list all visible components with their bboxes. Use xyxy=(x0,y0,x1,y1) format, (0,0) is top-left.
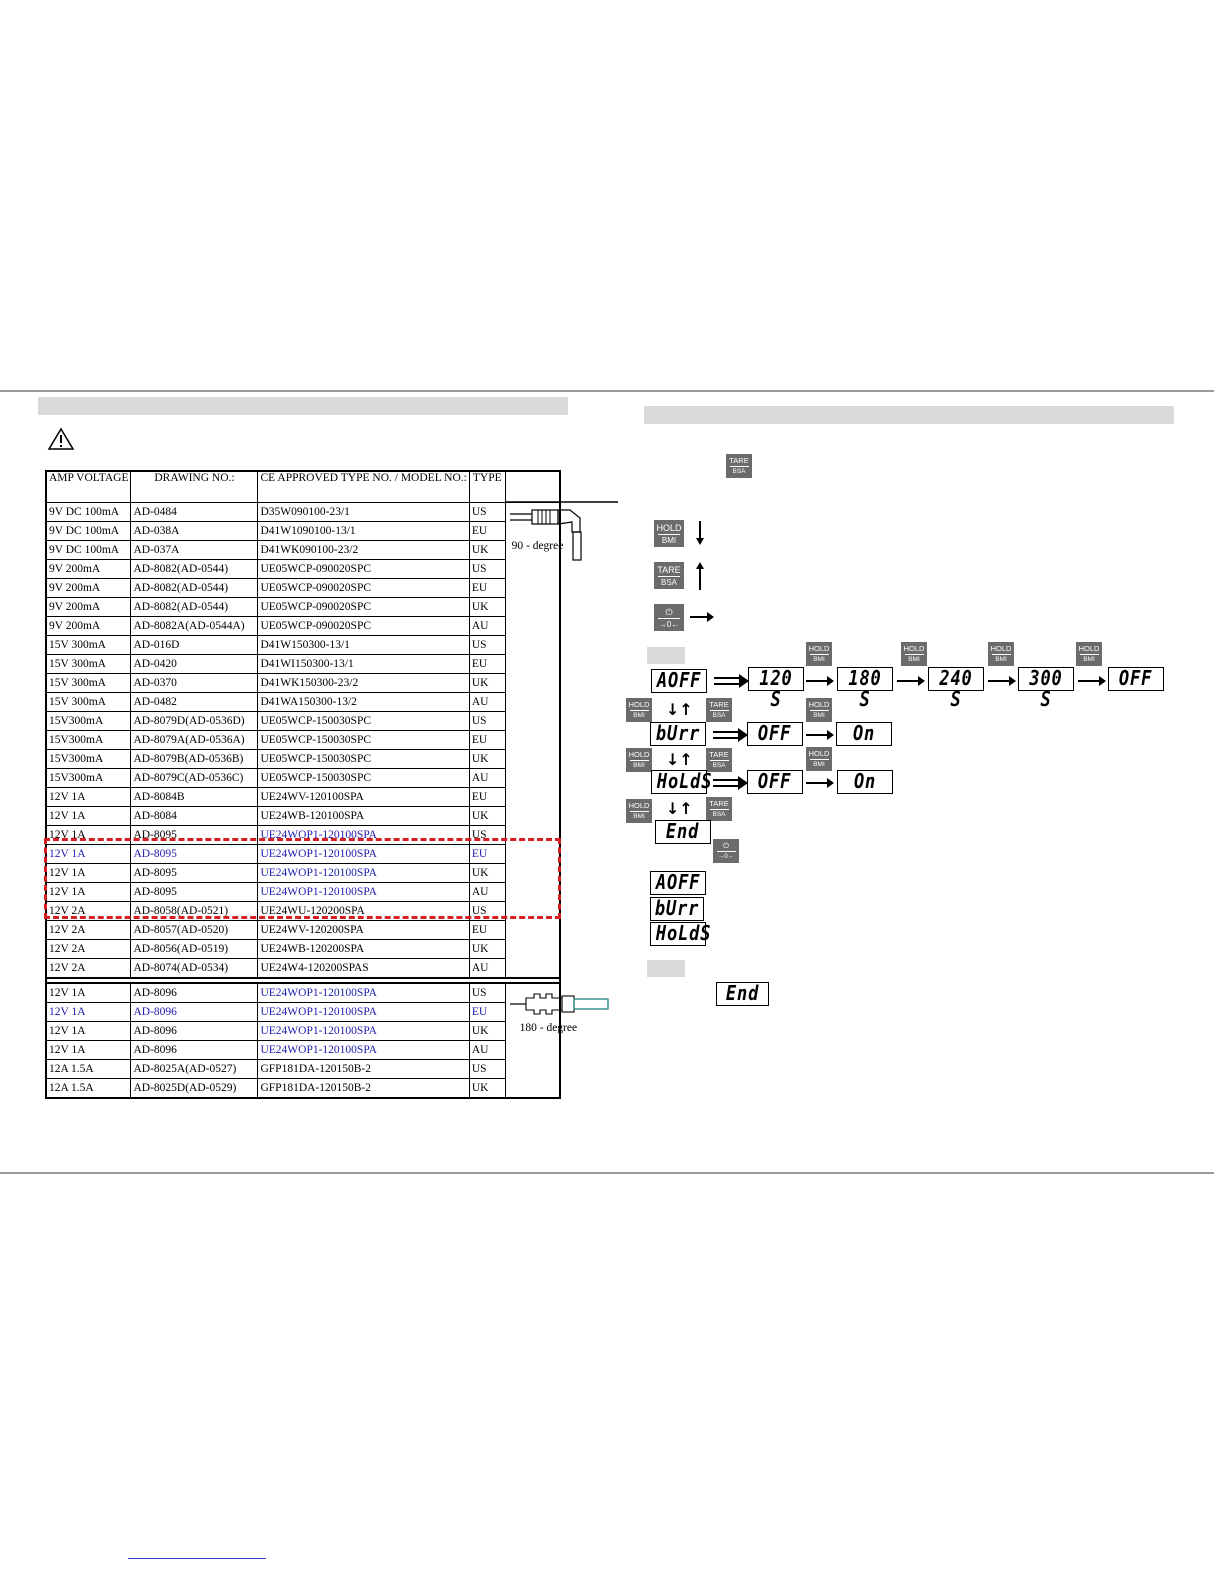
cell-amp: 15V300mA xyxy=(46,750,131,769)
cell-type: UK xyxy=(469,807,505,826)
cell-model: UE24WB-120100SPA xyxy=(258,807,469,826)
cell-model: UE05WCP-090020SPC xyxy=(258,598,469,617)
cell-amp: 12V 1A xyxy=(46,883,131,902)
cell-drawing: AD-037A xyxy=(131,541,258,560)
lcd-end: End xyxy=(655,820,711,844)
cell-amp: 15V 300mA xyxy=(46,693,131,712)
table-row xyxy=(46,983,560,1003)
cell-type: US xyxy=(469,1060,505,1079)
header-ce-type: CE APPROVED TYPE NO. / MODEL NO.: xyxy=(258,471,469,503)
table-row xyxy=(46,560,560,579)
cell-model: GFP181DA-120150B-2 xyxy=(258,1060,469,1079)
cell-type: UK xyxy=(469,750,505,769)
plug-180-degree-icon xyxy=(506,984,618,1024)
table-row xyxy=(46,1060,560,1079)
cell-model: UE24WOP1-120100SPA xyxy=(258,864,469,883)
cell-type: EU xyxy=(469,579,505,598)
right-arrow-icon xyxy=(1078,680,1100,682)
cell-type: EU xyxy=(469,921,505,940)
lcd-burr-on: On xyxy=(836,722,892,746)
cell-drawing: AD-8096 xyxy=(131,1022,258,1041)
cell-amp: 9V 200mA xyxy=(46,560,131,579)
cell-type: EU xyxy=(469,522,505,541)
lcd-300s: 300 S xyxy=(1018,667,1074,691)
hold-key-icon: HOLD BMI xyxy=(901,642,927,666)
table-row xyxy=(46,1022,560,1041)
cell-amp: 9V 200mA xyxy=(46,617,131,636)
table-row xyxy=(46,617,560,636)
lcd-holds-on: On xyxy=(837,770,893,794)
plug-90-label: 90 - degree xyxy=(511,540,564,552)
cell-model: UE24WOP1-120100SPA xyxy=(258,1022,469,1041)
legend-lcd-aoff: AOFF xyxy=(650,871,706,895)
table-row xyxy=(46,503,560,522)
table-row xyxy=(46,522,560,541)
cell-drawing: AD-0484 xyxy=(131,503,258,522)
cell-model: D35W090100-23/1 xyxy=(258,503,469,522)
power-key-icon: ⏻ →0← xyxy=(654,604,684,631)
cell-type: US xyxy=(469,560,505,579)
cell-amp: 9V 200mA xyxy=(46,598,131,617)
table-row xyxy=(46,959,560,979)
table-row xyxy=(46,883,560,902)
plug-180-cell xyxy=(505,983,578,1098)
cell-model: UE05WCP-090020SPC xyxy=(258,617,469,636)
cell-model: UE05WCP-150030SPC xyxy=(258,712,469,731)
lcd-120s: 120 S xyxy=(748,667,804,691)
cell-type: AU xyxy=(469,883,505,902)
cell-drawing: AD-8025A(AD-0527) xyxy=(131,1060,258,1079)
cell-amp: 9V 200mA xyxy=(46,579,131,598)
gray-tag xyxy=(647,960,685,977)
header-drawing-no: DRAWING NO.: xyxy=(131,471,258,503)
cell-drawing: AD-8082A(AD-0544A) xyxy=(131,617,258,636)
plug-90-cell xyxy=(505,471,564,552)
cell-model: UE24WOP1-120100SPA xyxy=(258,1003,469,1022)
table-row xyxy=(46,864,560,883)
top-divider xyxy=(0,390,1214,392)
plug-180-label: 180 - degree xyxy=(519,1022,578,1034)
hold-key-icon: HOLD BMI xyxy=(626,748,652,772)
cell-amp: 15V 300mA xyxy=(46,636,131,655)
down-up-arrows-icon: ↓↑ xyxy=(666,799,693,818)
cell-type: EU xyxy=(469,731,505,750)
cell-amp: 12V 1A xyxy=(46,983,131,1003)
cell-model: UE24WU-120200SPA xyxy=(258,902,469,921)
table-row xyxy=(46,674,560,693)
cell-type: UK xyxy=(469,1079,505,1099)
legend-lcd-burr: bUrr xyxy=(650,897,704,921)
right-arrow-icon xyxy=(690,616,708,618)
cell-model: D41WK090100-23/2 xyxy=(258,541,469,560)
cell-drawing: AD-8095 xyxy=(131,864,258,883)
cell-model: UE24WV-120200SPA xyxy=(258,921,469,940)
header-amp-voltage: AMP VOLTAGE xyxy=(46,471,131,503)
cell-model: UE24WOP1-120100SPA xyxy=(258,1041,469,1060)
cell-type: UK xyxy=(469,864,505,883)
header-type: TYPE xyxy=(469,471,505,503)
cell-type: EU xyxy=(469,655,505,674)
cell-model: UE24W4-120200SPAS xyxy=(258,959,469,979)
double-arrow-icon xyxy=(714,677,744,685)
cell-drawing: AD-8084B xyxy=(131,788,258,807)
table-row xyxy=(46,731,560,750)
cell-type: UK xyxy=(469,1022,505,1041)
table-row xyxy=(46,921,560,940)
hold-key-icon: HOLD BMI xyxy=(988,642,1014,666)
adapter-table xyxy=(45,470,578,1099)
hold-key-icon: HOLD BMI xyxy=(806,698,832,722)
cell-drawing: AD-8096 xyxy=(131,1041,258,1060)
cell-drawing: AD-8056(AD-0519) xyxy=(131,940,258,959)
cell-model: UE05WCP-090020SPC xyxy=(258,560,469,579)
cell-amp: 12V 1A xyxy=(46,788,131,807)
right-arrow-icon xyxy=(988,680,1010,682)
cell-amp: 12V 2A xyxy=(46,959,131,979)
hold-key-icon: HOLD BMI xyxy=(626,799,652,823)
double-arrow-icon xyxy=(713,731,743,739)
table-row xyxy=(46,693,560,712)
table-row xyxy=(46,902,560,921)
cell-drawing: AD-0370 xyxy=(131,674,258,693)
cell-model: D41WI150300-13/1 xyxy=(258,655,469,674)
tare-key-icon-2: TARE BSA xyxy=(654,562,684,589)
bottom-divider xyxy=(0,1172,1214,1174)
cell-model: UE24WOP1-120100SPA xyxy=(258,983,469,1003)
table-row xyxy=(46,826,560,845)
cell-model: GFP181DA-120150B-2 xyxy=(258,1079,469,1099)
cell-drawing: AD-8079D(AD-0536D) xyxy=(131,712,258,731)
cell-type: EU xyxy=(469,788,505,807)
right-arrow-icon xyxy=(806,782,828,784)
note-lcd-end: End xyxy=(716,982,769,1006)
cell-model: D41WA150300-13/2 xyxy=(258,693,469,712)
cell-drawing: AD-8079B(AD-0536B) xyxy=(131,750,258,769)
right-section-header xyxy=(644,406,1174,424)
right-arrow-icon xyxy=(897,680,919,682)
table-row xyxy=(46,636,560,655)
down-arrow-icon xyxy=(699,521,701,539)
warning-icon xyxy=(48,428,74,450)
hold-key-icon: HOLD BMI xyxy=(806,642,832,666)
lcd-holds-off: OFF xyxy=(747,770,803,794)
gray-tag xyxy=(647,647,685,664)
cell-drawing: AD-8074(AD-0534) xyxy=(131,959,258,979)
cell-type: US xyxy=(469,712,505,731)
tare-key-icon: TARE BSA xyxy=(706,797,732,821)
cell-model: UE05WCP-090020SPC xyxy=(258,579,469,598)
lcd-aoff: AOFF xyxy=(651,669,707,693)
cell-drawing: AD-8058(AD-0521) xyxy=(131,902,258,921)
cell-amp: 12A 1.5A xyxy=(46,1060,131,1079)
cell-amp: 15V 300mA xyxy=(46,655,131,674)
cell-amp: 9V DC 100mA xyxy=(46,503,131,522)
cell-drawing: AD-8096 xyxy=(131,1003,258,1022)
cell-type: AU xyxy=(469,617,505,636)
tare-key-icon: TARE BSA xyxy=(706,748,732,772)
cell-drawing: AD-8079C(AD-0536C) xyxy=(131,769,258,788)
cell-model: UE05WCP-150030SPC xyxy=(258,750,469,769)
cell-drawing: AD-0482 xyxy=(131,693,258,712)
cell-type: UK xyxy=(469,940,505,959)
cell-drawing: AD-8096 xyxy=(131,983,258,1003)
lcd-burr: bUrr xyxy=(650,722,706,746)
cell-amp: 15V300mA xyxy=(46,712,131,731)
cell-drawing: AD-8095 xyxy=(131,845,258,864)
table-row xyxy=(46,845,560,864)
cell-amp: 12V 1A xyxy=(46,807,131,826)
cell-type: EU xyxy=(469,845,505,864)
lcd-240s: 240 S xyxy=(928,667,984,691)
cell-amp: 12V 1A xyxy=(46,845,131,864)
table-row xyxy=(46,655,560,674)
cell-amp: 12V 2A xyxy=(46,902,131,921)
cell-model: D41W150300-13/1 xyxy=(258,636,469,655)
cell-amp: 9V DC 100mA xyxy=(46,541,131,560)
cell-drawing: AD-8025D(AD-0529) xyxy=(131,1079,258,1099)
table-row xyxy=(46,750,560,769)
lcd-burr-off: OFF xyxy=(747,722,803,746)
table-row xyxy=(46,1041,560,1060)
cell-drawing: AD-8082(AD-0544) xyxy=(131,560,258,579)
cell-model: UE24WV-120100SPA xyxy=(258,788,469,807)
cell-drawing: AD-8057(AD-0520) xyxy=(131,921,258,940)
cell-model: UE24WOP1-120100SPA xyxy=(258,826,469,845)
cell-model: D41WK150300-23/2 xyxy=(258,674,469,693)
table-row xyxy=(46,1003,560,1022)
double-arrow-icon xyxy=(713,779,743,787)
cell-model: UE24WOP1-120100SPA xyxy=(258,845,469,864)
cell-amp: 12V 1A xyxy=(46,1041,131,1060)
left-section-header xyxy=(38,397,568,415)
cell-drawing: AD-038A xyxy=(131,522,258,541)
cell-model: UE24WOP1-120100SPA xyxy=(258,883,469,902)
cell-drawing: AD-0420 xyxy=(131,655,258,674)
cell-drawing: AD-8084 xyxy=(131,807,258,826)
cell-amp: 12V 1A xyxy=(46,1003,131,1022)
cell-type: AU xyxy=(469,693,505,712)
table-row xyxy=(46,769,560,788)
lcd-off: OFF xyxy=(1108,667,1164,691)
cell-amp: 12V 1A xyxy=(46,826,131,845)
cell-drawing: AD-8082(AD-0544) xyxy=(131,579,258,598)
power-key-icon: ⏻ →0← xyxy=(713,839,739,863)
cell-model: UE05WCP-150030SPC xyxy=(258,769,469,788)
cell-amp: 15V 300mA xyxy=(46,674,131,693)
cell-amp: 12V 1A xyxy=(46,864,131,883)
cell-amp: 12V 2A xyxy=(46,940,131,959)
cell-type: UK xyxy=(469,598,505,617)
cell-amp: 9V DC 100mA xyxy=(46,522,131,541)
cell-amp: 12V 2A xyxy=(46,921,131,940)
hold-key-icon: HOLD BMI xyxy=(806,747,832,771)
cell-model: UE24WB-120200SPA xyxy=(258,940,469,959)
cell-drawing: AD-8095 xyxy=(131,883,258,902)
down-up-arrows-icon: ↓↑ xyxy=(666,700,693,719)
cell-drawing: AD-8082(AD-0544) xyxy=(131,598,258,617)
cell-type: US xyxy=(469,503,505,522)
cell-model: UE05WCP-150030SPC xyxy=(258,731,469,750)
cell-drawing: AD-8079A(AD-0536A) xyxy=(131,731,258,750)
lcd-holds: HoLdS xyxy=(651,770,707,794)
right-arrow-icon xyxy=(806,680,828,682)
legend-lcd-holds: HoLdS xyxy=(650,922,706,946)
cell-type: AU xyxy=(469,959,505,979)
hold-key-icon: HOLD BMI xyxy=(626,698,652,722)
cell-type: US xyxy=(469,636,505,655)
cell-drawing: AD-8095 xyxy=(131,826,258,845)
table-row xyxy=(46,807,560,826)
table-row xyxy=(46,788,560,807)
table-row xyxy=(46,940,560,959)
cell-type: AU xyxy=(469,1041,505,1060)
table-header-row xyxy=(46,471,560,503)
footer-link-underline[interactable] xyxy=(128,1558,266,1559)
cell-type: EU xyxy=(469,1003,505,1022)
tare-key-icon: TARE BSA xyxy=(706,698,732,722)
hold-key-icon: HOLD BMI xyxy=(654,520,684,547)
table-row xyxy=(46,541,560,560)
table-row xyxy=(46,712,560,731)
cell-type: US xyxy=(469,826,505,845)
lcd-180s: 180 S xyxy=(837,667,893,691)
right-arrow-icon xyxy=(806,734,828,736)
table-row xyxy=(46,1079,560,1099)
down-up-arrows-icon: ↓↑ xyxy=(666,750,693,769)
cell-type: US xyxy=(469,902,505,921)
cell-amp: 15V300mA xyxy=(46,769,131,788)
cell-amp: 12V 1A xyxy=(46,1022,131,1041)
cell-amp: 12A 1.5A xyxy=(46,1079,131,1099)
cell-type: AU xyxy=(469,769,505,788)
cell-type: UK xyxy=(469,541,505,560)
cell-drawing: AD-016D xyxy=(131,636,258,655)
hold-key-icon: HOLD BMI xyxy=(1076,642,1102,666)
cell-model: D41W1090100-13/1 xyxy=(258,522,469,541)
cell-type: UK xyxy=(469,674,505,693)
tare-key-icon: TARE BSA xyxy=(726,454,752,478)
table-row xyxy=(46,579,560,598)
cell-type: US xyxy=(469,983,505,1003)
cell-amp: 15V300mA xyxy=(46,731,131,750)
table-row xyxy=(46,598,560,617)
